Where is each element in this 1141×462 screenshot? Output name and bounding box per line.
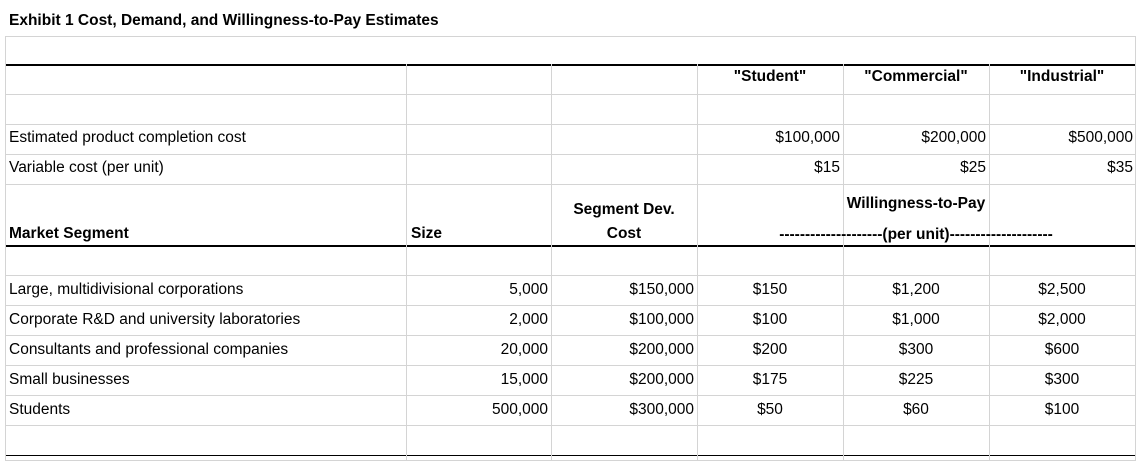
wtp-industrial: $2,000 bbox=[1038, 311, 1086, 328]
segment-name: Small businesses bbox=[9, 371, 130, 388]
exhibit-title: Exhibit 1 Cost, Demand, and Willingness-to-Pay Estimates bbox=[9, 12, 439, 29]
tier-header-commercial: "Commercial" bbox=[864, 68, 968, 85]
wtp-commercial: $60 bbox=[903, 401, 929, 418]
segment-dev-cost: $300,000 bbox=[629, 401, 694, 418]
cost-value: $200,000 bbox=[921, 129, 986, 146]
wtp-student: $150 bbox=[752, 281, 788, 298]
segment-size: 500,000 bbox=[491, 401, 548, 418]
tier-header-student: "Student" bbox=[733, 68, 807, 85]
cost-row-label: Estimated product completion cost bbox=[9, 129, 246, 146]
dev-cost-header-line1: Segment Dev. bbox=[573, 201, 675, 218]
segment-size: 15,000 bbox=[500, 371, 548, 388]
cost-value: $15 bbox=[814, 159, 840, 176]
grid-line bbox=[5, 365, 1136, 366]
grid-col-line bbox=[5, 36, 6, 460]
wtp-commercial: $1,000 bbox=[892, 311, 940, 328]
grid-line bbox=[5, 460, 1136, 461]
wtp-commercial: $225 bbox=[898, 371, 934, 388]
wtp-student: $175 bbox=[752, 371, 788, 388]
grid-line bbox=[5, 395, 1136, 396]
wtp-industrial: $300 bbox=[1044, 371, 1080, 388]
bottom-rule bbox=[5, 455, 1136, 456]
grid-line bbox=[5, 305, 1136, 306]
wtp-commercial: $1,200 bbox=[892, 281, 940, 298]
segment-name: Corporate R&D and university laboratories bbox=[9, 311, 301, 328]
cost-value: $35 bbox=[1107, 159, 1133, 176]
wtp-commercial: $300 bbox=[898, 341, 934, 358]
wtp-industrial: $100 bbox=[1044, 401, 1080, 418]
segment-size: 2,000 bbox=[509, 311, 548, 328]
wtp-industrial: $2,500 bbox=[1038, 281, 1086, 298]
grid-line bbox=[5, 275, 1136, 276]
grid-line bbox=[5, 94, 1136, 95]
segment-header-rule bbox=[5, 245, 1136, 247]
segment-dev-cost: $200,000 bbox=[629, 341, 694, 358]
market-segment-header: Market Segment bbox=[9, 225, 129, 242]
wtp-student: $100 bbox=[752, 311, 788, 328]
segment-size: 20,000 bbox=[500, 341, 548, 358]
wtp-industrial: $600 bbox=[1044, 341, 1080, 358]
wtp-student: $50 bbox=[757, 401, 783, 418]
grid-line bbox=[5, 184, 1136, 185]
cost-value: $500,000 bbox=[1068, 129, 1133, 146]
segment-dev-cost: $150,000 bbox=[629, 281, 694, 298]
segment-name: Consultants and professional companies bbox=[9, 341, 289, 358]
segment-size: 5,000 bbox=[509, 281, 548, 298]
cost-value: $100,000 bbox=[775, 129, 840, 146]
grid-line bbox=[5, 124, 1136, 125]
grid-line bbox=[5, 36, 1136, 37]
segment-dev-cost: $100,000 bbox=[629, 311, 694, 328]
wtp-subheader: --------------------(per unit)-------------------- bbox=[779, 226, 1053, 243]
grid-col-line bbox=[1135, 36, 1136, 460]
grid-line bbox=[5, 154, 1136, 155]
grid-line bbox=[5, 335, 1136, 336]
segment-name: Large, multidivisional corporations bbox=[9, 281, 244, 298]
segment-dev-cost: $200,000 bbox=[629, 371, 694, 388]
cost-row-label: Variable cost (per unit) bbox=[9, 159, 164, 176]
grid-line bbox=[5, 425, 1136, 426]
wtp-header: Willingness-to-Pay bbox=[846, 195, 986, 212]
wtp-student: $200 bbox=[752, 341, 788, 358]
size-header: Size bbox=[411, 225, 443, 242]
cost-value: $25 bbox=[960, 159, 986, 176]
tier-header-industrial: "Industrial" bbox=[1019, 68, 1105, 85]
segment-name: Students bbox=[9, 401, 71, 418]
dev-cost-header-line2: Cost bbox=[606, 225, 642, 242]
header-rule bbox=[5, 64, 1136, 66]
